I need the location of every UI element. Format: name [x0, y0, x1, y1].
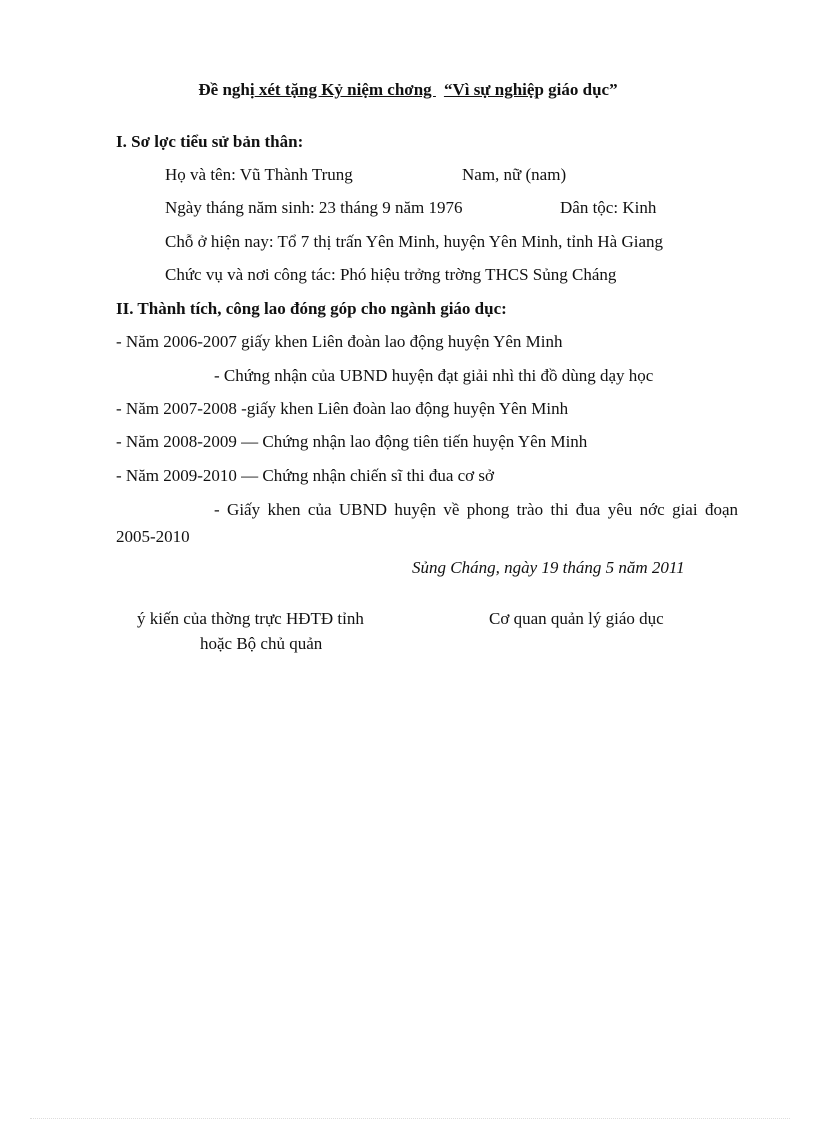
- achievement-item: - Năm 2008-2009 — Chứng nhận lao động tiên tiến huyện Yên Minh: [116, 432, 588, 451]
- signature-right-line-1: Cơ quan quản lý giáo dục: [489, 609, 664, 628]
- name-field: Họ và tên: Vũ Thành Trung: [165, 165, 353, 184]
- achievement-item: - Năm 2006-2007 giấy khen Liên đoàn lao động huyện Yên Minh: [116, 332, 563, 351]
- title-part-3: “Vì sự nghiệ: [443, 80, 535, 99]
- residence-field: Chỗ ở hiện nay: Tổ 7 thị trấn Yên Minh, huyện Yên Minh, tỉnh Hà Giang: [165, 232, 663, 251]
- position-field: Chức vụ và nơi công tác: Phó hiệu trởng trờng THCS Sủng Cháng: [165, 265, 617, 284]
- title-part-4: p giáo dục”: [534, 80, 618, 99]
- document-title: [0, 80, 816, 100]
- place-date: Sủng Cháng, ngày 19 tháng 5 năm 2011: [412, 558, 685, 577]
- title-part-2: xét tặng Kỷ niệm chơng: [254, 80, 436, 99]
- achievement-item-last: - Giấy khen của UBND huyện về phong trào thi đua yêu nớc giai đoạn 2005-2010: [116, 500, 738, 546]
- page-bottom-divider: [30, 1118, 790, 1119]
- section-2-heading: II. Thành tích, công lao đóng góp cho ngành giáo dục:: [116, 299, 507, 318]
- gender-field: Nam, nữ (nam): [462, 165, 567, 184]
- achievement-item: - Năm 2009-2010 — Chứng nhận chiến sĩ thi đua cơ sở: [116, 466, 495, 485]
- achievement-item: - Năm 2007-2008 -giấy khen Liên đoàn lao động huyện Yên Minh: [116, 399, 569, 418]
- title-part-1: Đề nghị: [198, 80, 255, 99]
- dob-field: Ngày tháng năm sinh: 23 tháng 9 năm 1976: [165, 198, 463, 217]
- signature-left-line-2: hoặc Bộ chủ quản: [200, 634, 323, 653]
- achievement-item: - Chứng nhận của UBND huyện đạt giải nhì thi đồ dùng dạy học: [214, 366, 654, 385]
- signature-left-line-1: ý kiến của thờng trực HĐTĐ tỉnh: [137, 609, 364, 628]
- ethnicity-field: Dân tộc: Kinh: [560, 198, 657, 217]
- section-1-heading: I. Sơ lợc tiểu sử bản thân:: [116, 132, 304, 151]
